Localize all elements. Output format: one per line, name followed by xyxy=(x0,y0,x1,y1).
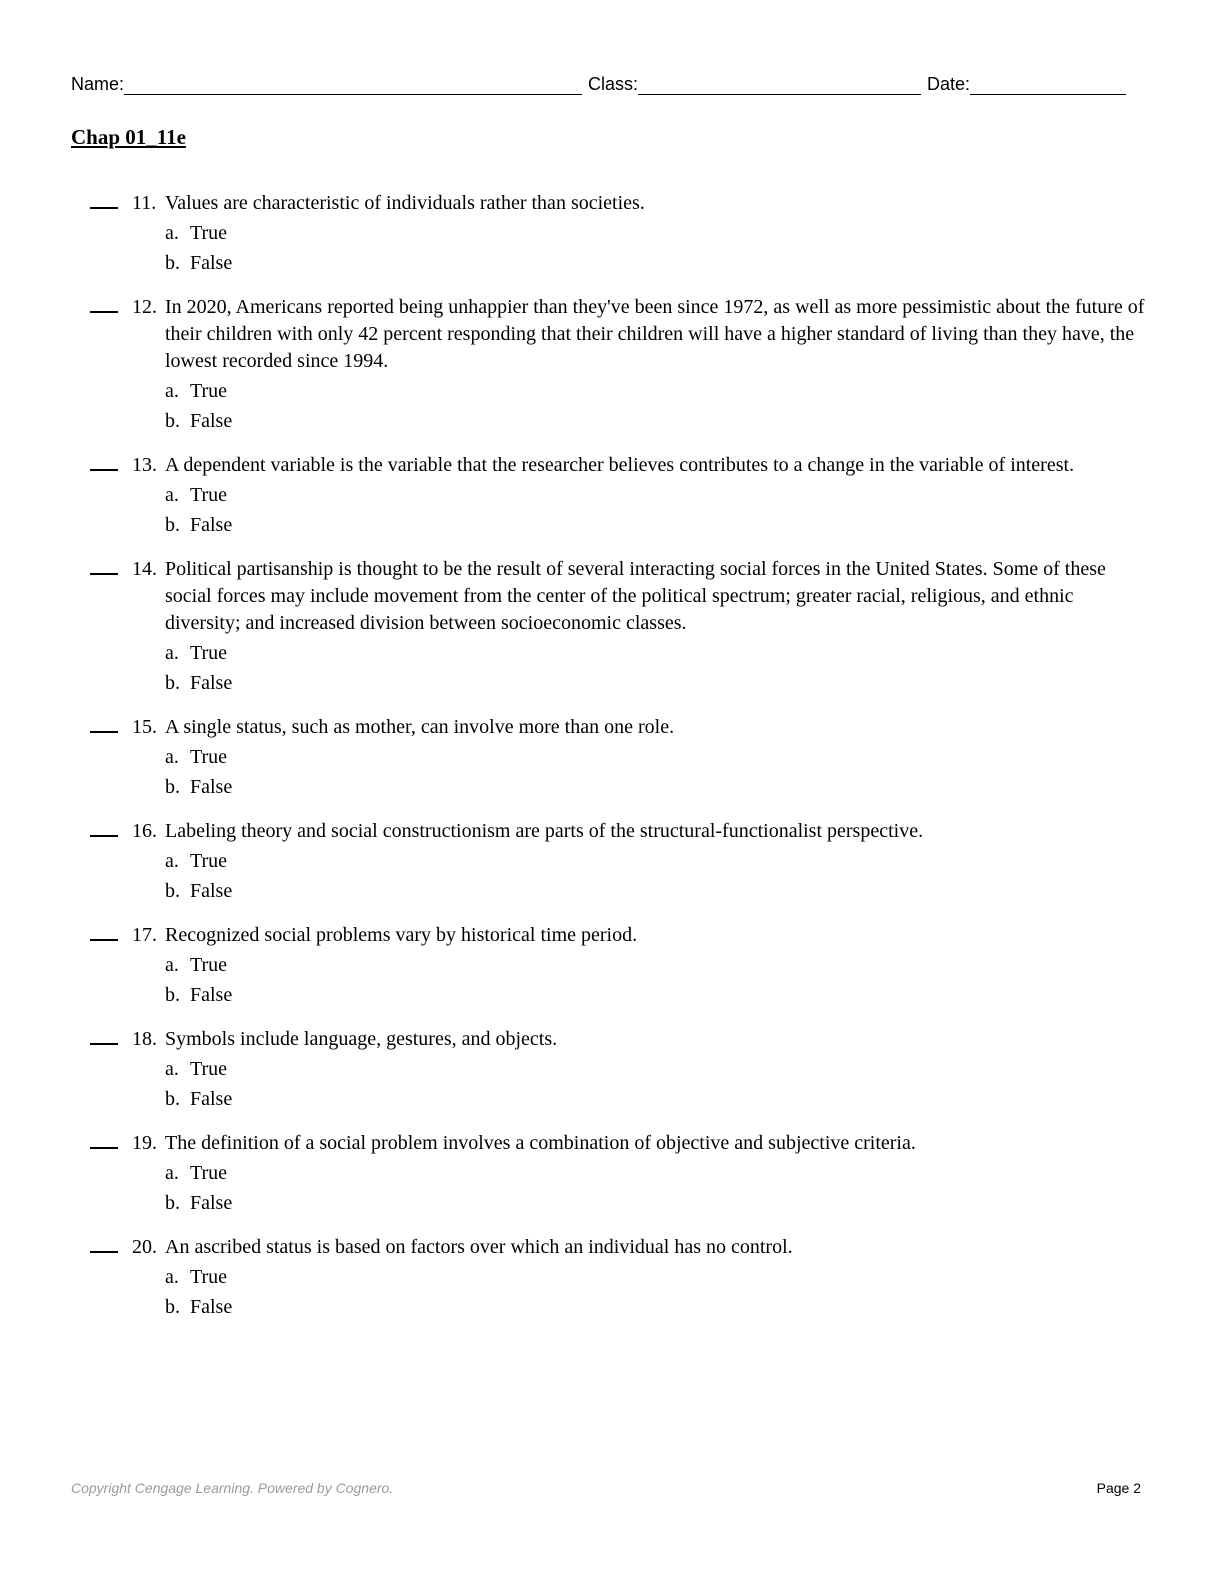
option-text: True xyxy=(190,850,228,872)
class-label: Class: xyxy=(588,74,639,94)
answer-blank[interactable] xyxy=(90,1043,118,1045)
answer-blank[interactable] xyxy=(90,1251,118,1253)
question-number: 13. xyxy=(132,454,157,476)
option-true[interactable] xyxy=(165,1160,1150,1187)
option-true[interactable] xyxy=(165,952,1150,979)
option-label: b. xyxy=(165,514,180,536)
option-text: True xyxy=(190,1266,228,1288)
option-text: True xyxy=(190,484,228,506)
option-text: True xyxy=(190,1058,228,1080)
option-true[interactable] xyxy=(165,640,1150,667)
option-text: False xyxy=(190,514,233,536)
question-text: A single status, such as mother, can involve more than one role. xyxy=(165,716,675,738)
option-text: True xyxy=(190,1162,228,1184)
answer-blank[interactable] xyxy=(90,939,118,941)
question-text: Symbols include language, gestures, and objects. xyxy=(165,1028,558,1050)
option-text: False xyxy=(190,880,233,902)
option-text: True xyxy=(190,642,228,664)
answer-blank[interactable] xyxy=(90,1147,118,1149)
question-item xyxy=(90,1026,1150,1113)
page-number: Page 2 xyxy=(1096,1480,1141,1496)
question-text: A dependent variable is the variable that the researcher believes contributes to a change in the variable of interest. xyxy=(165,454,1075,476)
option-false[interactable] xyxy=(165,982,1150,1009)
option-label: b. xyxy=(165,880,180,902)
option-true[interactable] xyxy=(165,744,1150,771)
question-number: 16. xyxy=(132,820,157,842)
answer-blank[interactable] xyxy=(90,731,118,733)
question-number: 20. xyxy=(132,1236,157,1258)
answer-blank[interactable] xyxy=(90,311,118,313)
option-label: b. xyxy=(165,984,180,1006)
option-text: True xyxy=(190,380,228,402)
date-field[interactable] xyxy=(970,72,1126,95)
question-list xyxy=(90,190,1150,1321)
option-false[interactable] xyxy=(165,878,1150,905)
option-text: False xyxy=(190,984,233,1006)
option-text: False xyxy=(190,1088,233,1110)
option-label: b. xyxy=(165,776,180,798)
option-label: b. xyxy=(165,1088,180,1110)
question-item xyxy=(90,1130,1150,1217)
question-item xyxy=(90,818,1150,905)
option-label: a. xyxy=(165,642,179,664)
answer-blank[interactable] xyxy=(90,207,118,209)
option-false[interactable] xyxy=(165,1190,1150,1217)
question-text: Political partisanship is thought to be the result of several interacting social forces in the United States. Some of these social forces may include movement from the center of the political spectrum; greater racial, religious, and ethnic diversity; and increased division between socioeconomic classes. xyxy=(165,558,1106,634)
option-true[interactable] xyxy=(165,1264,1150,1291)
option-text: False xyxy=(190,1296,233,1318)
option-false[interactable] xyxy=(165,774,1150,801)
option-text: False xyxy=(190,672,233,694)
option-label: a. xyxy=(165,1058,179,1080)
question-number: 17. xyxy=(132,924,157,946)
option-text: True xyxy=(190,746,228,768)
answer-blank[interactable] xyxy=(90,835,118,837)
question-text: Labeling theory and social constructionism are parts of the structural-functionalist perspective. xyxy=(165,820,924,842)
option-label: a. xyxy=(165,954,179,976)
date-label: Date: xyxy=(927,74,971,94)
question-number: 15. xyxy=(132,716,157,738)
option-true[interactable] xyxy=(165,1056,1150,1083)
answer-blank[interactable] xyxy=(90,469,118,471)
question-text: In 2020, Americans reported being unhappier than they've been since 1972, as well as more pessimistic about the future of their children with only 42 percent responding that their children will have a higher standard of living than they have, the lowest recorded since 1994. xyxy=(165,296,1145,372)
question-item xyxy=(90,452,1150,539)
option-false[interactable] xyxy=(165,1086,1150,1113)
option-text: False xyxy=(190,776,233,798)
option-label: b. xyxy=(165,1296,180,1318)
option-label: b. xyxy=(165,252,180,274)
option-text: True xyxy=(190,954,228,976)
header xyxy=(71,72,1141,95)
name-label: Name: xyxy=(71,74,125,94)
option-false[interactable] xyxy=(165,250,1150,277)
question-text: The definition of a social problem involves a combination of objective and subjective criteria. xyxy=(165,1132,916,1154)
question-item xyxy=(90,1234,1150,1321)
option-label: b. xyxy=(165,1192,180,1214)
option-true[interactable] xyxy=(165,848,1150,875)
option-label: a. xyxy=(165,1266,179,1288)
question-number: 19. xyxy=(132,1132,157,1154)
option-label: a. xyxy=(165,1162,179,1184)
option-label: a. xyxy=(165,380,179,402)
option-label: b. xyxy=(165,672,180,694)
option-false[interactable] xyxy=(165,512,1150,539)
option-label: b. xyxy=(165,410,180,432)
copyright-notice: Copyright Cengage Learning. Powered by Cognero. xyxy=(71,1480,394,1496)
question-item xyxy=(90,294,1150,435)
question-number: 11. xyxy=(132,192,157,214)
question-item xyxy=(90,714,1150,801)
question-number: 14. xyxy=(132,558,157,580)
question-text: Recognized social problems vary by historical time period. xyxy=(165,924,638,946)
class-field[interactable] xyxy=(638,72,921,95)
option-label: a. xyxy=(165,850,179,872)
option-label: a. xyxy=(165,484,179,506)
option-text: False xyxy=(190,1192,233,1214)
option-false[interactable] xyxy=(165,1294,1150,1321)
answer-blank[interactable] xyxy=(90,573,118,575)
question-number: 18. xyxy=(132,1028,157,1050)
question-text: An ascribed status is based on factors over which an individual has no control. xyxy=(165,1236,793,1258)
question-item xyxy=(90,556,1150,697)
option-text: False xyxy=(190,252,233,274)
question-text: Values are characteristic of individuals rather than societies. xyxy=(165,192,645,214)
option-text: True xyxy=(190,222,228,244)
option-true[interactable] xyxy=(165,482,1150,509)
option-false[interactable] xyxy=(165,670,1150,697)
option-true[interactable] xyxy=(165,378,1150,405)
page-title: Chap 01_11e xyxy=(71,125,186,149)
name-field[interactable] xyxy=(124,72,582,95)
question-item xyxy=(90,922,1150,1009)
option-label: a. xyxy=(165,746,179,768)
footer xyxy=(71,1480,1141,1496)
option-text: False xyxy=(190,410,233,432)
question-number: 12. xyxy=(132,296,157,318)
option-false[interactable] xyxy=(165,408,1150,435)
question-item xyxy=(90,190,1150,277)
option-true[interactable] xyxy=(165,220,1150,247)
option-label: a. xyxy=(165,222,179,244)
